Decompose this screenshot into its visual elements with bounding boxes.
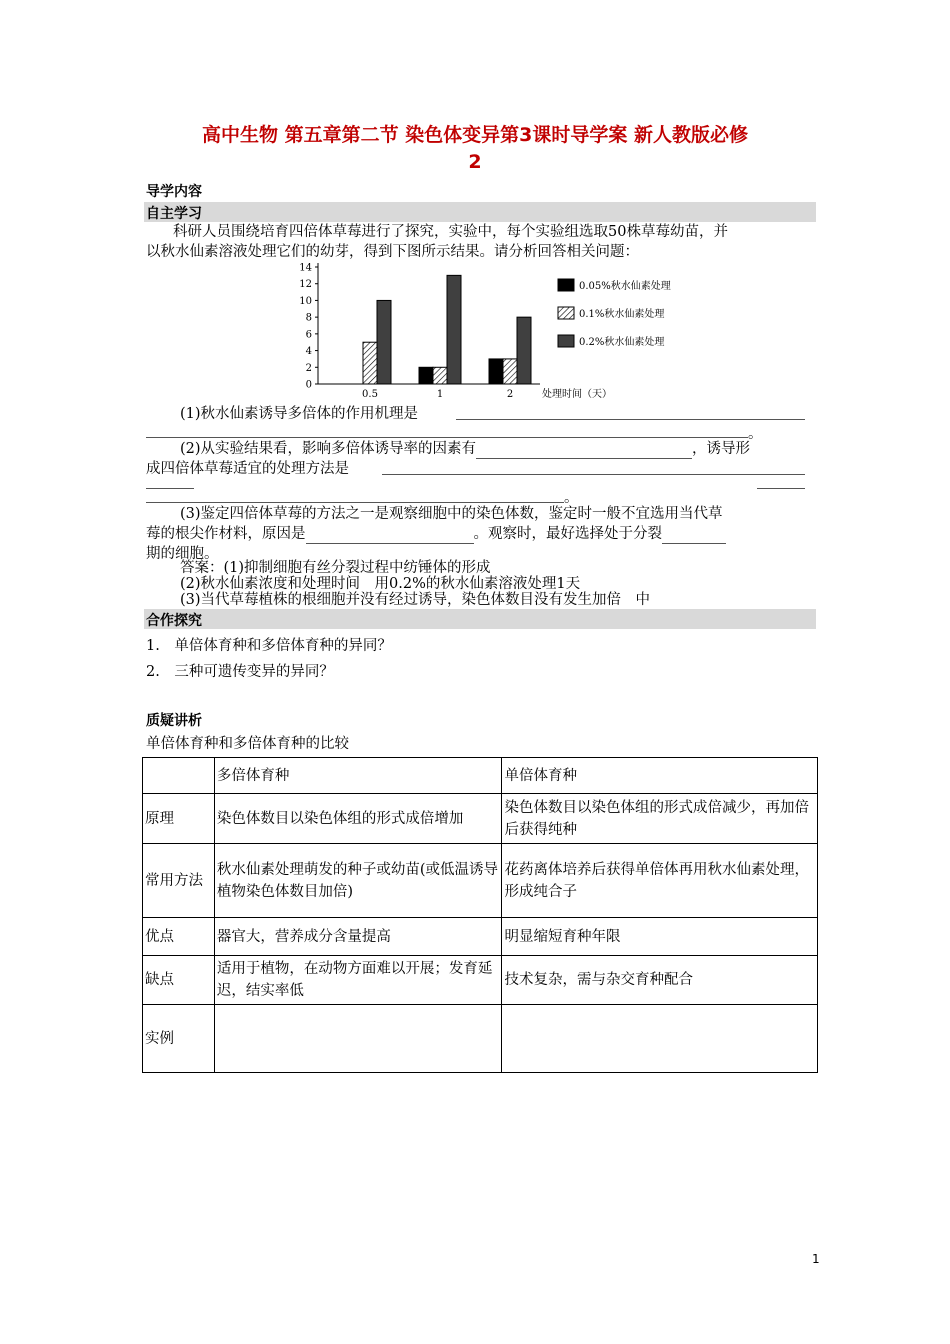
answer-blank (662, 528, 726, 544)
table-header-cell (143, 758, 215, 794)
table-header-cell: 多倍体育种 (214, 758, 502, 794)
table-row (143, 956, 818, 1005)
table-cell: 缺点 (143, 956, 215, 1005)
legend-label: 0.05%秋水仙素处理 (579, 281, 671, 292)
bar (363, 342, 377, 384)
question-2-text: (2)从实验结果看，影响多倍体诱导率的因素有 (180, 441, 477, 457)
question-3-text-cont: 。观察时，最好选择处于分裂 (473, 526, 662, 542)
y-tick-label: 8 (305, 312, 312, 324)
section-heading-cooperate: 合作探究 (146, 613, 202, 629)
question-1-text: (1)秋水仙素诱导多倍体的作用机理是 (180, 406, 419, 422)
period-mark: 。 (748, 426, 763, 442)
section-heading-explain: 质疑讲析 (146, 713, 202, 729)
x-tick-label: 0.5 (362, 389, 378, 400)
question-3-line-3: 期的细胞。 (146, 546, 219, 562)
table-row (143, 1005, 818, 1073)
section-bar (144, 609, 816, 629)
y-tick-label: 4 (305, 346, 312, 358)
table-row (143, 794, 818, 844)
y-tick-label: 10 (299, 295, 312, 307)
answer-blank (146, 502, 564, 503)
bar-chart (290, 258, 710, 404)
legend-swatch (558, 279, 574, 291)
bar (503, 359, 517, 384)
answer-3: (3)当代草莓植株的根细胞并没有经过诱导，染色体数目没有发生加倍 中 (180, 592, 651, 608)
x-axis-label: 处理时间（天） (542, 389, 612, 400)
intro-line-2: 以秋水仙素溶液处理它们的幼芽，得到下图所示结果。请分析回答相关问题： (146, 244, 639, 260)
table-caption: 单倍体育种和多倍体育种的比较 (146, 736, 349, 752)
answer-blank (757, 488, 805, 489)
document-title: 高中生物 第五章第二节 染色体变异第3课时导学案 新人教版必修 (201, 124, 749, 146)
section-heading-self-study: 自主学习 (146, 206, 202, 222)
question-2-text-cont: 成四倍体草莓适宜的处理方法是 (146, 461, 349, 477)
table-cell: 明显缩短育种年限 (502, 918, 818, 956)
bar (489, 359, 503, 384)
table-cell: 常用方法 (143, 844, 215, 918)
answer-blank (456, 419, 805, 420)
y-tick-label: 0 (305, 379, 312, 391)
list-item: 1. 单倍体育种和多倍体育种的异同？ (146, 638, 392, 654)
table-cell: 器官大，营养成分含量提高 (214, 918, 502, 956)
table-cell: 适用于植物，在动物方面难以开展；发育延迟，结实率低 (214, 956, 502, 1005)
bar (419, 367, 433, 384)
bar (433, 367, 447, 384)
answer-2: (2)秋水仙素浓度和处理时间 用0.2%的秋水仙素溶液处理1天 (180, 576, 581, 592)
table-cell: 原理 (143, 794, 215, 844)
y-tick-label: 14 (299, 262, 312, 274)
answer-blank (382, 474, 805, 475)
question-2-text-cont: ，诱导形 (692, 441, 751, 457)
table-cell (214, 1005, 502, 1073)
period-mark: 。 (564, 490, 579, 506)
table-cell: 技术复杂，需与杂交育种配合 (502, 956, 818, 1005)
page-number: 1 (812, 1252, 820, 1266)
question-2 (180, 439, 750, 459)
table-cell: 染色体数目以染色体组的形式成倍增加 (214, 794, 502, 844)
y-tick-label: 6 (305, 329, 312, 341)
answer-blank (306, 528, 474, 544)
comparison-table (142, 757, 818, 1073)
table-cell: 花药离体培养后获得单倍体再用秋水仙素处理，形成纯合子 (502, 844, 818, 918)
table-row (143, 844, 818, 918)
question-3: (3)鉴定四倍体草莓的方法之一是观察细胞中的染色体数，鉴定时一般不宜选用当代草 (180, 506, 723, 522)
legend-label: 0.1%秋水仙素处理 (579, 309, 665, 320)
table-cell (502, 1005, 818, 1073)
question-1 (180, 404, 418, 424)
answer-blank (146, 488, 194, 489)
x-tick-label: 1 (436, 389, 444, 400)
question-2-line-2 (146, 459, 349, 479)
answer-blank (476, 443, 692, 459)
legend-label: 0.2%秋水仙素处理 (579, 337, 665, 348)
legend-swatch (558, 335, 574, 347)
document-title-continued: 2 (468, 151, 482, 173)
intro-line-1: 科研人员围绕培育四倍体草莓进行了探究，实验中，每个实验组选取50株草莓幼苗，并 (173, 224, 728, 240)
table-cell: 染色体数目以染色体组的形式成倍减少，再加倍后获得纯种 (502, 794, 818, 844)
table-cell: 优点 (143, 918, 215, 956)
table-cell: 秋水仙素处理萌发的种子或幼苗(或低温诱导植物染色体数目加倍) (214, 844, 502, 918)
y-tick-label: 12 (299, 279, 312, 291)
section-heading-guide: 导学内容 (146, 184, 202, 200)
question-3-text: 莓的根尖作材料，原因是 (146, 526, 306, 542)
table-header-row (143, 758, 818, 794)
list-item: 2. 三种可遗传变异的异同？ (146, 664, 334, 680)
x-tick-label: 2 (506, 389, 514, 400)
table-row (143, 918, 818, 956)
bar (377, 300, 391, 384)
answer-1: 答案：(1)抑制细胞有丝分裂过程中纺锤体的形成 (180, 560, 491, 576)
table-cell: 实例 (143, 1005, 215, 1073)
bar (517, 317, 531, 384)
y-tick-label: 2 (305, 362, 312, 374)
table-header-cell: 单倍体育种 (502, 758, 818, 794)
question-3-line-2 (146, 524, 726, 544)
bar (447, 275, 461, 384)
section-bar (144, 202, 816, 222)
legend-swatch (558, 307, 574, 319)
answer-blank (146, 437, 748, 438)
